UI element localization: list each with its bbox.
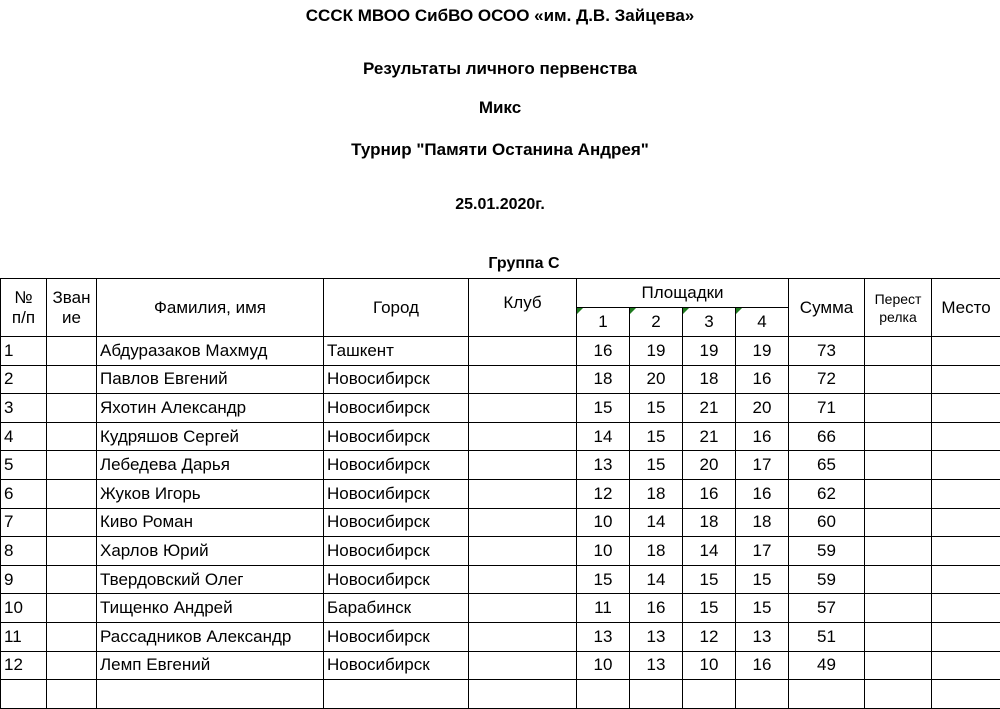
row-sum: 49 bbox=[789, 651, 865, 680]
header-num-line1: № bbox=[1, 288, 46, 308]
row-club bbox=[469, 594, 577, 623]
header-name: Фамилия, имя bbox=[97, 279, 324, 337]
header-shootoff-line2: релка bbox=[865, 308, 931, 326]
row-city: Барабинск bbox=[324, 594, 469, 623]
row-sum: 65 bbox=[789, 451, 865, 480]
row-platform-3: 19 bbox=[683, 337, 736, 366]
row-platform-2: 15 bbox=[630, 451, 683, 480]
row-sum: 59 bbox=[789, 537, 865, 566]
row-name: Жуков Игорь bbox=[97, 479, 324, 508]
row-place bbox=[932, 622, 1000, 651]
header-rank-line1: Зван bbox=[47, 288, 96, 308]
row-rank bbox=[47, 337, 97, 366]
group-label: Группа С bbox=[476, 255, 572, 273]
row-place bbox=[932, 451, 1000, 480]
table-row bbox=[1, 508, 1000, 537]
row-shootoff bbox=[865, 451, 932, 480]
row-shootoff bbox=[865, 651, 932, 680]
row-platform-3 bbox=[683, 680, 736, 709]
row-platform-3: 18 bbox=[683, 508, 736, 537]
header-shootoff bbox=[865, 279, 932, 337]
row-club bbox=[469, 422, 577, 451]
row-platform-4: 16 bbox=[736, 365, 789, 394]
row-name: Яхотин Александр bbox=[97, 394, 324, 423]
row-num: 11 bbox=[1, 622, 47, 651]
row-platform-2: 13 bbox=[630, 651, 683, 680]
row-shootoff bbox=[865, 394, 932, 423]
header-club: Клуб bbox=[469, 279, 577, 337]
row-place bbox=[932, 479, 1000, 508]
row-name: Киво Роман bbox=[97, 508, 324, 537]
row-sum: 66 bbox=[789, 422, 865, 451]
row-num: 9 bbox=[1, 565, 47, 594]
row-platform-4: 20 bbox=[736, 394, 789, 423]
row-club bbox=[469, 365, 577, 394]
row-platform-3: 18 bbox=[683, 365, 736, 394]
row-platform-1: 15 bbox=[577, 394, 630, 423]
row-club bbox=[469, 394, 577, 423]
row-shootoff bbox=[865, 594, 932, 623]
row-sum bbox=[789, 680, 865, 709]
row-platform-3: 12 bbox=[683, 622, 736, 651]
row-name: Абдуразаков Махмуд bbox=[97, 337, 324, 366]
row-platform-4: 16 bbox=[736, 422, 789, 451]
header-place: Место bbox=[932, 279, 1000, 337]
row-platform-2: 14 bbox=[630, 508, 683, 537]
row-platform-3: 16 bbox=[683, 479, 736, 508]
results-body bbox=[1, 337, 1000, 709]
row-platform-4: 16 bbox=[736, 651, 789, 680]
row-club bbox=[469, 479, 577, 508]
row-platform-3: 15 bbox=[683, 594, 736, 623]
row-rank bbox=[47, 537, 97, 566]
row-place bbox=[932, 594, 1000, 623]
results-table bbox=[0, 278, 1000, 709]
row-platform-3: 21 bbox=[683, 422, 736, 451]
row-platform-2: 15 bbox=[630, 394, 683, 423]
row-platform-2: 15 bbox=[630, 422, 683, 451]
document-subtitle: Микс bbox=[0, 98, 1000, 118]
row-platform-3: 15 bbox=[683, 565, 736, 594]
row-sum: 73 bbox=[789, 337, 865, 366]
row-platform-1: 12 bbox=[577, 479, 630, 508]
table-row bbox=[1, 680, 1000, 709]
row-platform-4: 17 bbox=[736, 537, 789, 566]
row-place bbox=[932, 394, 1000, 423]
row-city: Новосибирск bbox=[324, 537, 469, 566]
row-platform-2: 14 bbox=[630, 565, 683, 594]
row-num: 10 bbox=[1, 594, 47, 623]
row-platform-4: 16 bbox=[736, 479, 789, 508]
row-num: 5 bbox=[1, 451, 47, 480]
row-rank bbox=[47, 451, 97, 480]
row-platform-4: 15 bbox=[736, 565, 789, 594]
header-num-line2: п/п bbox=[1, 308, 46, 328]
row-num: 1 bbox=[1, 337, 47, 366]
header-platform-4: 4 bbox=[736, 308, 789, 337]
row-name: Харлов Юрий bbox=[97, 537, 324, 566]
row-platform-2: 20 bbox=[630, 365, 683, 394]
table-row bbox=[1, 537, 1000, 566]
row-platform-1: 13 bbox=[577, 622, 630, 651]
row-sum: 62 bbox=[789, 479, 865, 508]
row-rank bbox=[47, 680, 97, 709]
row-platform-3: 14 bbox=[683, 537, 736, 566]
row-city: Новосибирск bbox=[324, 365, 469, 394]
row-num: 6 bbox=[1, 479, 47, 508]
row-shootoff bbox=[865, 508, 932, 537]
row-platform-1: 16 bbox=[577, 337, 630, 366]
row-city bbox=[324, 680, 469, 709]
row-sum: 72 bbox=[789, 365, 865, 394]
row-place bbox=[932, 680, 1000, 709]
row-city: Новосибирск bbox=[324, 394, 469, 423]
row-city: Новосибирск bbox=[324, 622, 469, 651]
row-num: 3 bbox=[1, 394, 47, 423]
header-platform-2: 2 bbox=[630, 308, 683, 337]
tournament-name: Турнир "Памяти Останина Андрея" bbox=[0, 140, 1000, 160]
row-club bbox=[469, 651, 577, 680]
row-club bbox=[469, 622, 577, 651]
header-city: Город bbox=[324, 279, 469, 337]
row-num: 8 bbox=[1, 537, 47, 566]
header-sum: Сумма bbox=[789, 279, 865, 337]
row-club bbox=[469, 537, 577, 566]
row-city: Новосибирск bbox=[324, 422, 469, 451]
table-row bbox=[1, 451, 1000, 480]
row-rank bbox=[47, 479, 97, 508]
row-rank bbox=[47, 594, 97, 623]
row-shootoff bbox=[865, 680, 932, 709]
row-sum: 60 bbox=[789, 508, 865, 537]
row-city: Новосибирск bbox=[324, 508, 469, 537]
row-shootoff bbox=[865, 365, 932, 394]
row-platform-4: 18 bbox=[736, 508, 789, 537]
row-name: Тищенко Андрей bbox=[97, 594, 324, 623]
row-platform-2: 19 bbox=[630, 337, 683, 366]
table-row bbox=[1, 394, 1000, 423]
row-platform-1: 18 bbox=[577, 365, 630, 394]
row-shootoff bbox=[865, 422, 932, 451]
row-platform-2: 18 bbox=[630, 537, 683, 566]
table-row bbox=[1, 622, 1000, 651]
row-platform-1: 14 bbox=[577, 422, 630, 451]
table-row bbox=[1, 422, 1000, 451]
row-name: Рассадников Александр bbox=[97, 622, 324, 651]
row-name: Твердовский Олег bbox=[97, 565, 324, 594]
row-platform-1: 10 bbox=[577, 508, 630, 537]
row-platform-4: 17 bbox=[736, 451, 789, 480]
row-platform-4 bbox=[736, 680, 789, 709]
header-shootoff-line1: Перест bbox=[865, 290, 931, 308]
row-platform-1 bbox=[577, 680, 630, 709]
row-place bbox=[932, 422, 1000, 451]
header-rank-line2: ие bbox=[47, 308, 96, 328]
row-name: Павлов Евгений bbox=[97, 365, 324, 394]
header-platform-3: 3 bbox=[683, 308, 736, 337]
row-place bbox=[932, 365, 1000, 394]
row-rank bbox=[47, 565, 97, 594]
table-row bbox=[1, 479, 1000, 508]
row-shootoff bbox=[865, 622, 932, 651]
table-row bbox=[1, 594, 1000, 623]
table-row bbox=[1, 651, 1000, 680]
row-platform-1: 10 bbox=[577, 651, 630, 680]
row-city: Новосибирск bbox=[324, 565, 469, 594]
row-num: 4 bbox=[1, 422, 47, 451]
row-platform-4: 15 bbox=[736, 594, 789, 623]
row-city: Новосибирск bbox=[324, 479, 469, 508]
row-platform-1: 10 bbox=[577, 537, 630, 566]
row-sum: 57 bbox=[789, 594, 865, 623]
row-place bbox=[932, 565, 1000, 594]
row-sum: 71 bbox=[789, 394, 865, 423]
row-rank bbox=[47, 508, 97, 537]
row-name: Кудряшов Сергей bbox=[97, 422, 324, 451]
row-club bbox=[469, 337, 577, 366]
row-num: 2 bbox=[1, 365, 47, 394]
row-place bbox=[932, 651, 1000, 680]
table-row bbox=[1, 565, 1000, 594]
row-rank bbox=[47, 422, 97, 451]
row-place bbox=[932, 537, 1000, 566]
row-club bbox=[469, 451, 577, 480]
row-name bbox=[97, 680, 324, 709]
row-platform-1: 11 bbox=[577, 594, 630, 623]
row-shootoff bbox=[865, 565, 932, 594]
row-platform-4: 19 bbox=[736, 337, 789, 366]
row-name: Лебедева Дарья bbox=[97, 451, 324, 480]
table-row bbox=[1, 337, 1000, 366]
row-shootoff bbox=[865, 337, 932, 366]
row-rank bbox=[47, 365, 97, 394]
row-rank bbox=[47, 651, 97, 680]
row-platform-2: 13 bbox=[630, 622, 683, 651]
header-rank bbox=[47, 279, 97, 337]
row-rank bbox=[47, 622, 97, 651]
row-name: Лемп Евгений bbox=[97, 651, 324, 680]
row-platform-3: 21 bbox=[683, 394, 736, 423]
row-place bbox=[932, 508, 1000, 537]
row-num: 7 bbox=[1, 508, 47, 537]
row-city: Ташкент bbox=[324, 337, 469, 366]
row-platform-2: 16 bbox=[630, 594, 683, 623]
row-rank bbox=[47, 394, 97, 423]
row-platform-1: 15 bbox=[577, 565, 630, 594]
row-sum: 51 bbox=[789, 622, 865, 651]
row-city: Новосибирск bbox=[324, 651, 469, 680]
row-platform-3: 20 bbox=[683, 451, 736, 480]
row-city: Новосибирск bbox=[324, 451, 469, 480]
event-date: 25.01.2020г. bbox=[0, 196, 1000, 214]
header-platform-1: 1 bbox=[577, 308, 630, 337]
row-platform-4: 13 bbox=[736, 622, 789, 651]
row-club bbox=[469, 680, 577, 709]
row-shootoff bbox=[865, 537, 932, 566]
table-row bbox=[1, 365, 1000, 394]
document-title: Результаты личного первенства bbox=[0, 59, 1000, 79]
row-platform-2: 18 bbox=[630, 479, 683, 508]
row-place bbox=[932, 337, 1000, 366]
row-platform-2 bbox=[630, 680, 683, 709]
row-platform-1: 13 bbox=[577, 451, 630, 480]
row-club bbox=[469, 565, 577, 594]
header-platforms: Площадки bbox=[577, 279, 789, 308]
row-club bbox=[469, 508, 577, 537]
row-sum: 59 bbox=[789, 565, 865, 594]
row-platform-3: 10 bbox=[683, 651, 736, 680]
row-shootoff bbox=[865, 479, 932, 508]
row-num: 12 bbox=[1, 651, 47, 680]
header-num bbox=[1, 279, 47, 337]
organization-title: СССК МВОО СибВО ОСОО «им. Д.В. Зайцева» bbox=[0, 6, 1000, 26]
row-num bbox=[1, 680, 47, 709]
